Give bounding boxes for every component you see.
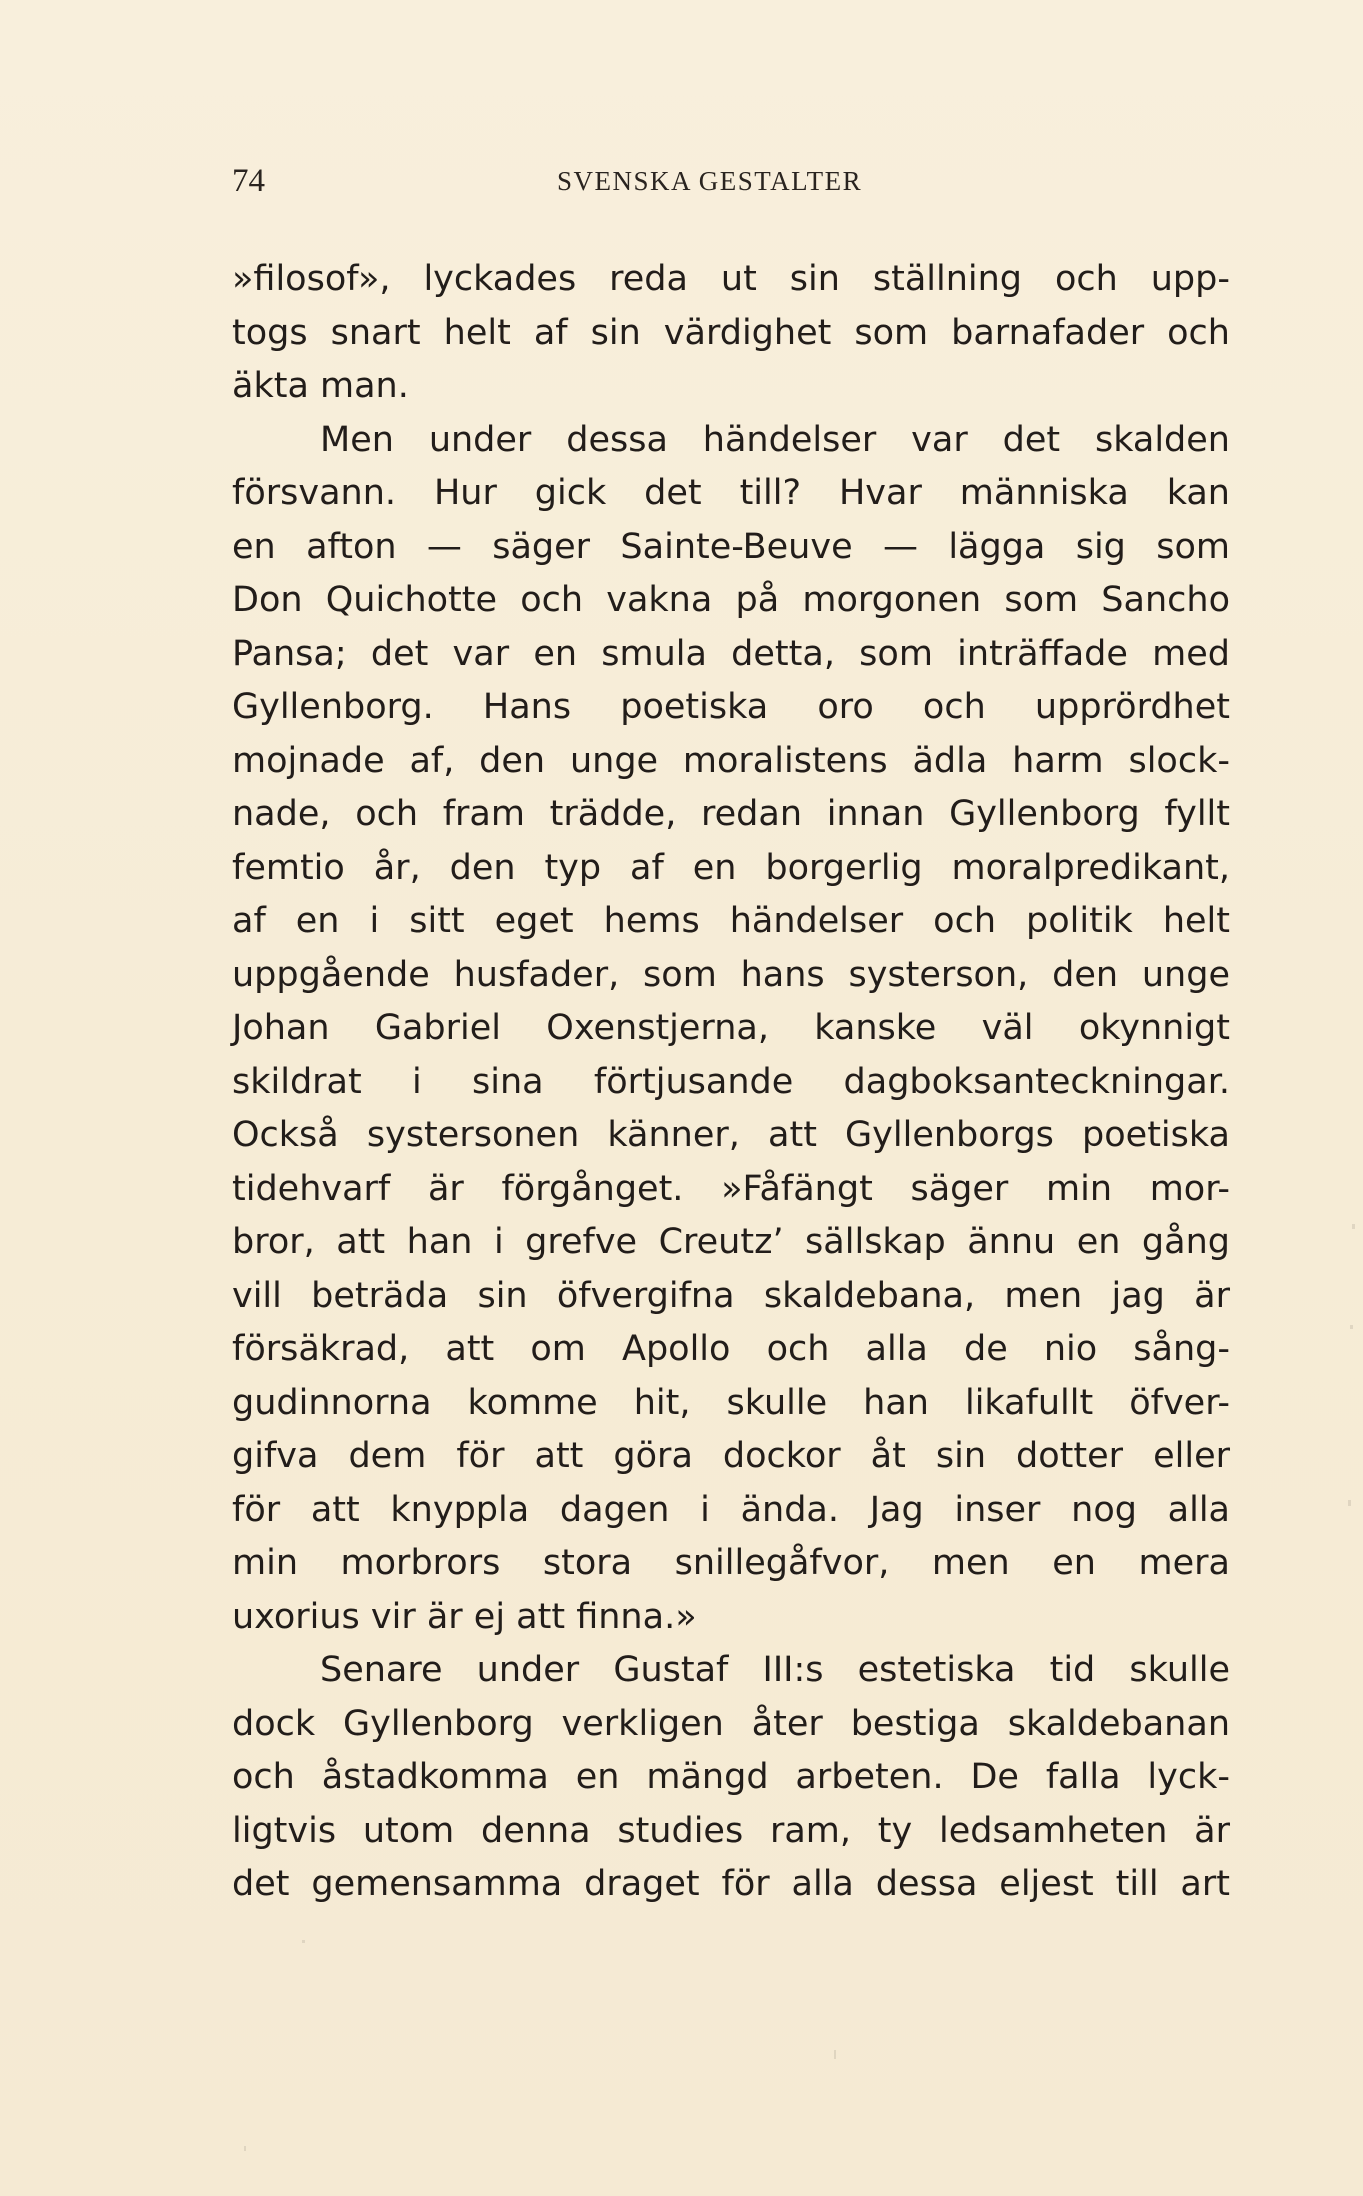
text-line: min morbrors stora snillegåfvor, men en mera [232,1543,1230,1583]
text-line: tidehvarf är förgånget. »Fåfängt säger min mor- [232,1168,1230,1209]
text-line: af en i sitt eget hems händelser och politik helt [232,901,1230,941]
text-line: femtio år, den typ af en borgerlig moralpredikant, [232,847,1230,888]
text-line: Gyllenborg. Hans poetiska oro och upprördhet [232,687,1230,727]
text-line: »filosof», lyckades reda ut sin ställning och upp- [232,259,1230,299]
text-line: Pansa; det var en smula detta, som inträffade med [232,633,1230,674]
text-line: en afton — säger Sainte-Beuve — lägga sig som [232,526,1230,567]
text-line: ligtvis utom denna studies ram, ty ledsamheten är [232,1810,1230,1851]
text-line: gudinnorna komme hit, skulle han likafullt öfver- [232,1382,1230,1423]
body-text [232,253,1230,1912]
text-line: försvann. Hur gick det till? Hvar människa kan [232,473,1230,513]
text-line: gifva dem för att göra dockor åt sin dotter eller [232,1436,1230,1476]
text-line: för att knyppla dagen i ända. Jag inser nog alla [232,1489,1230,1530]
page-number: 74 [232,163,265,199]
text-line: det gemensamma draget för alla dessa eljest till art [232,1864,1230,1904]
text-line: Men under dessa händelser var det skalden [320,419,1230,460]
text-line: uppgående husfader, som hans systerson, den unge [232,954,1230,995]
text-line: skildrat i sina förtjusande dagboksanteckningar. [232,1061,1230,1102]
text-line: togs snart helt af sin värdighet som barnafader och [232,312,1230,353]
text-line: och åstadkomma en mängd arbeten. De falla lyck- [232,1757,1230,1797]
paper-speck [244,2146,246,2151]
running-head: SVENSKA GESTALTER [557,166,863,196]
paper-speck [834,2050,836,2059]
paper-speck [1352,1224,1355,1229]
page-header [232,161,1232,201]
paper-speck [1348,1500,1351,1506]
text-line: nade, och fram trädde, redan innan Gyllenborg fyllt [232,794,1230,834]
text-line: Också systersonen känner, att Gyllenborgs poetiska [232,1115,1230,1155]
text-line: uxorius vir är ej att finna.» [232,1596,697,1637]
text-line: Johan Gabriel Oxenstjerna, kanske väl okynnigt [232,1008,1230,1048]
text-line: bror, att han i grefve Creutz’ sällskap ännu en gång [232,1222,1230,1262]
text-line: Don Quichotte och vakna på morgonen som Sancho [232,580,1230,620]
text-line: mojnade af, den unge moralistens ädla harm slock- [232,740,1230,781]
text-line: äkta man. [232,366,409,406]
text-line: Senare under Gustaf III:s estetiska tid skulle [320,1650,1230,1690]
text-line: vill beträda sin öfvergifna skaldebana, men jag är [232,1275,1230,1316]
text-line: dock Gyllenborg verkligen åter bestiga skaldebanan [232,1703,1230,1744]
paper-speck [302,1940,305,1943]
paper-speck [1350,1325,1353,1329]
text-line: försäkrad, att om Apollo och alla de nio sång- [232,1329,1230,1369]
